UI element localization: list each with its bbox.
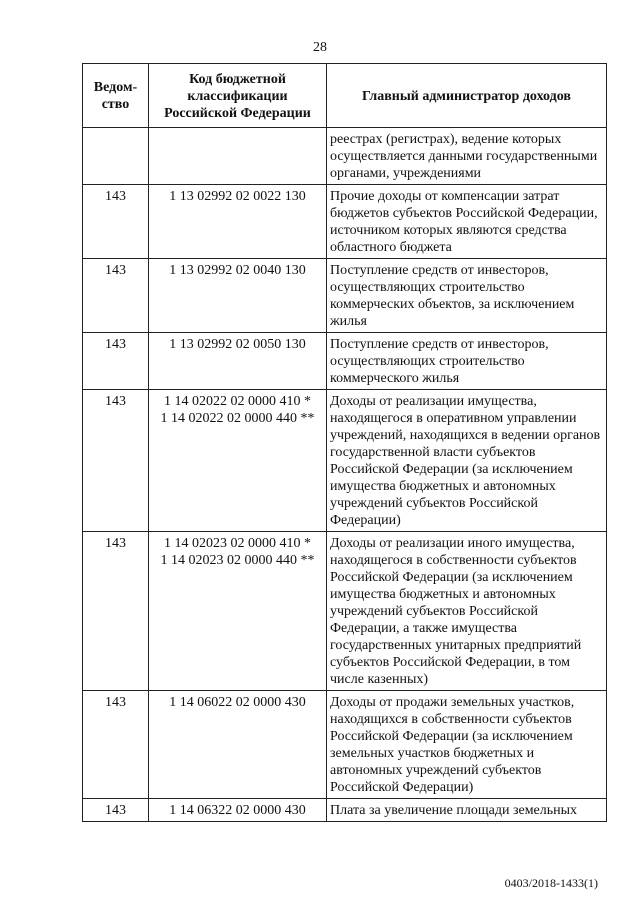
revenue-description-cell: Поступление средств от инвесторов, осуществляющих строительство коммерческого жилья: [327, 333, 607, 390]
revenue-description-cell: Прочие доходы от компенсации затрат бюджетов субъектов Российской Федерации, источником которых являются средства областного бюджета: [327, 185, 607, 259]
revenue-description-cell: Доходы от реализации иного имущества, находящегося в собственности субъектов Российской Федерации (за исключением имущества бюджетных и автономных учреждений субъектов Российской Федерации, а также имущества государственных унитарных предприятий субъектов Российской Федерации, в том числе казенных): [327, 532, 607, 691]
revenue-description-cell: Поступление средств от инвесторов, осуществляющих строительство коммерческих объектов, за исключением жилья: [327, 259, 607, 333]
table-body: [83, 128, 607, 822]
budget-code-cell: [149, 185, 327, 259]
revenue-description-cell: Плата за увеличение площади земельных: [327, 799, 607, 822]
budget-code-cell: [149, 691, 327, 799]
revenue-description-cell: Доходы от продажи земельных участков, находящихся в собственности субъектов Российской Федерации (за исключением земельных участков бюджетных и автономных учреждений субъектов Российской Федерации): [327, 691, 607, 799]
department-cell: 143: [83, 390, 149, 532]
table-row: [83, 259, 607, 333]
budget-code-cell: [149, 259, 327, 333]
budget-code: 1 14 06322 02 0000 430: [169, 803, 306, 818]
budget-code: 1 13 02992 02 0022 130: [169, 189, 306, 204]
table-row: [83, 532, 607, 691]
document-id: 0403/2018-1433(1): [504, 876, 598, 890]
page-number: 28: [313, 40, 327, 55]
header-department: Ведом-ство: [83, 64, 149, 128]
budget-code: 1 13 02992 02 0040 130: [169, 263, 306, 278]
department-cell: 143: [83, 333, 149, 390]
table-row: [83, 691, 607, 799]
table-row: [83, 333, 607, 390]
budget-code-cell: [149, 333, 327, 390]
department-cell: [83, 128, 149, 185]
budget-code: 1 14 06022 02 0000 430: [169, 695, 306, 710]
revenue-description-cell: реестрах (регистрах), ведение которых осуществляется данными государственными органами, учреждениями: [327, 128, 607, 185]
budget-code: 1 14 02022 02 0000 410 *: [164, 394, 311, 409]
department-cell: 143: [83, 691, 149, 799]
department-cell: 143: [83, 532, 149, 691]
table-row: [83, 128, 607, 185]
department-cell: 143: [83, 185, 149, 259]
revenue-description-cell: Доходы от реализации имущества, находящегося в оперативном управлении учреждений, находящихся в ведении органов государственной власти субъектов Российской Федерации (за исключением имущества бюджетных и автономных учреждений субъектов Российской Федерации): [327, 390, 607, 532]
revenue-administrators-table: [82, 63, 607, 822]
budget-code-cell: [149, 532, 327, 691]
header-budget-code: Код бюджетной классификации Российской Федерации: [149, 64, 327, 128]
table-header-row: [83, 64, 607, 128]
budget-code-cell: [149, 390, 327, 532]
table-row: [83, 185, 607, 259]
budget-code: 1 14 02023 02 0000 440 **: [160, 553, 315, 568]
department-cell: 143: [83, 799, 149, 822]
budget-code: 1 13 02992 02 0050 130: [169, 337, 306, 352]
budget-code: 1 14 02023 02 0000 410 *: [164, 536, 311, 551]
department-cell: 143: [83, 259, 149, 333]
budget-code-cell: [149, 128, 327, 185]
budget-code-cell: [149, 799, 327, 822]
header-revenue-administrator: Главный администратор доходов: [327, 64, 607, 128]
budget-code: 1 14 02022 02 0000 440 **: [160, 411, 315, 426]
table-row: [83, 799, 607, 822]
table-row: [83, 390, 607, 532]
